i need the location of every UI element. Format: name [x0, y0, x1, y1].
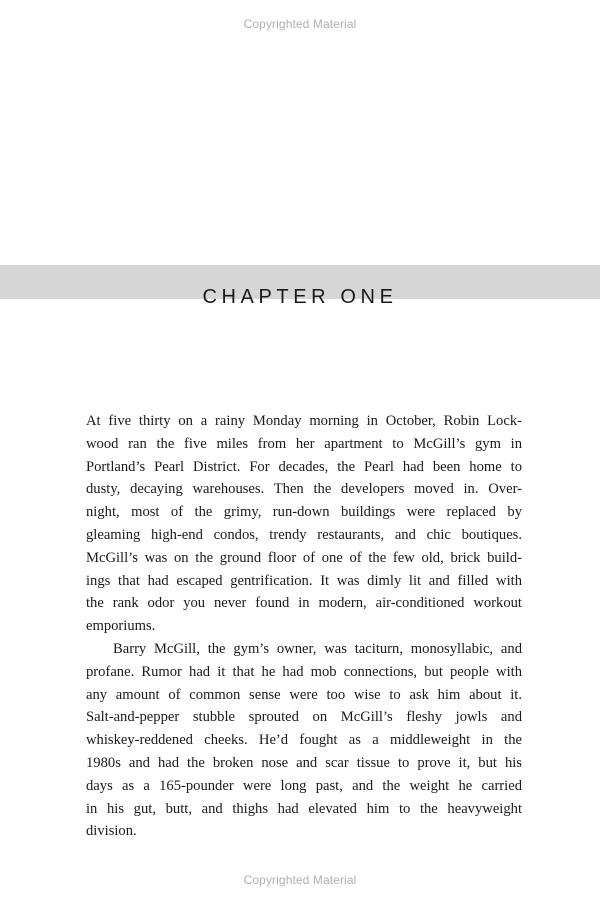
text-line: McGill’s was on the ground floor of one of the few old, brick build- [86, 549, 522, 566]
text-line: wood ran the five miles from her apartment to McGill’s gym in [86, 435, 522, 452]
text-line: dusty, decaying warehouses. Then the developers moved in. Over- [86, 481, 522, 498]
text-line: Barry McGill, the gym’s owner, was taciturn, monosyllabic, and [113, 640, 522, 657]
text-line: days as a 165-pounder were long past, and the weight he carried [86, 777, 522, 794]
paragraph-1 [86, 410, 522, 638]
copyright-watermark-bottom: Copyrighted Material [243, 873, 357, 887]
text-line: 1980s and had the broken nose and scar tissue to prove it, but his [86, 754, 522, 771]
text-line: any amount of common sense were too wise to ask him about it. [86, 686, 522, 703]
copyright-watermark-top: Copyrighted Material [243, 17, 357, 31]
text-line: the rank odor you never found in modern, air-conditioned workout [86, 595, 522, 612]
text-line: night, most of the grimy, run-down buildings were replaced by [86, 504, 522, 521]
text-line: Portland’s Pearl District. For decades, the Pearl had been home to [86, 458, 522, 475]
text-line: in his gut, butt, and thighs had elevated him to the heavyweight [86, 800, 522, 817]
chapter-body-text [86, 410, 522, 843]
paragraph-2 [86, 638, 522, 843]
text-line: ings that had escaped gentrification. It was dimly lit and filled with [86, 572, 522, 589]
text-line: emporiums. [86, 618, 156, 635]
text-line: Salt-and-pepper stubble sprouted on McGill’s fleshy jowls and [86, 709, 522, 726]
text-line: profane. Rumor had it that he had mob connections, but people with [86, 663, 522, 680]
text-line: gleaming high-end condos, trendy restaurants, and chic boutiques. [86, 526, 522, 543]
text-line: whiskey-reddened cheeks. He’d fought as a middleweight in the [86, 732, 522, 749]
chapter-title: CHAPTER ONE [202, 286, 398, 308]
text-line: At five thirty on a rainy Monday morning in October, Robin Lock- [86, 413, 522, 429]
text-line: division. [86, 823, 137, 840]
